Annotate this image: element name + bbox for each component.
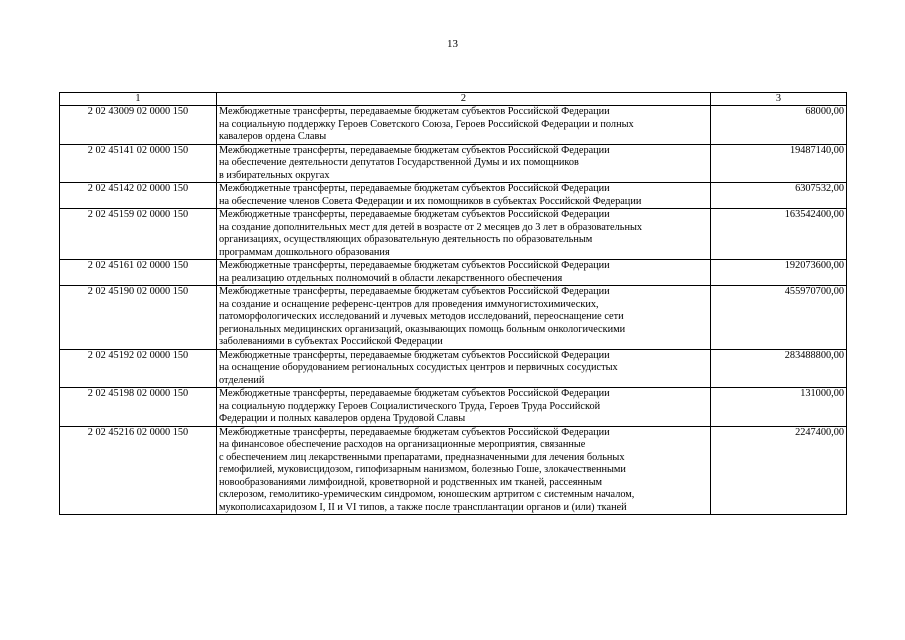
description-line: на создание и оснащение референс-центров для проведения иммуногистохимических, xyxy=(219,298,599,310)
description-line: кавалеров ордена Славы xyxy=(219,131,327,142)
amount: 19487140,00 xyxy=(711,144,847,183)
transfer-description xyxy=(217,349,711,388)
description-line: на создание дополнительных мест для детей в возрасте от 2 месяцев до 3 лет в образовательных xyxy=(219,221,643,233)
description-line: заболеваниями в субъектах Российской Федерации xyxy=(219,336,443,347)
amount: 6307532,00 xyxy=(711,183,847,209)
table-row xyxy=(60,388,847,427)
budget-code: 2 02 45161 02 0000 150 xyxy=(60,260,217,286)
table-row xyxy=(60,209,847,260)
description-line: на социальную поддержку Героев Социалистического Труда, Героев Труда Российской xyxy=(219,400,601,412)
table-row xyxy=(60,106,847,145)
description-line: Межбюджетные трансферты, передаваемые бюджетам субъектов Российской Федерации xyxy=(219,183,610,194)
description-line: с обеспечением лиц лекарственными препаратами, предназначенными для лечения больных xyxy=(219,451,625,463)
budget-code: 2 02 45159 02 0000 150 xyxy=(60,209,217,260)
description-line: новообразованиями лимфоидной, кроветворной и родственных им тканей, рассеянным xyxy=(219,476,603,488)
budget-code: 2 02 45192 02 0000 150 xyxy=(60,349,217,388)
table-row xyxy=(60,260,847,286)
description-line: склерозом, гемолитико-уремическим синдромом, юношеским артритом с системным началом, xyxy=(219,489,635,500)
page-number: 13 xyxy=(447,38,458,50)
amount: 163542400,00 xyxy=(711,209,847,260)
table-row xyxy=(60,183,847,209)
budget-code: 2 02 45216 02 0000 150 xyxy=(60,426,217,515)
budget-code: 2 02 45198 02 0000 150 xyxy=(60,388,217,427)
description-line: Межбюджетные трансферты, передаваемые бюджетам субъектов Российской Федерации xyxy=(219,388,610,399)
column-header-2: 2 xyxy=(217,93,711,106)
amount: 192073600,00 xyxy=(711,260,847,286)
budget-table xyxy=(59,92,847,515)
table-body xyxy=(60,106,847,515)
description-line: на реализацию отдельных полномочий в области лекарственного обеспечения xyxy=(219,272,563,284)
description-line: Межбюджетные трансферты, передаваемые бюджетам субъектов Российской Федерации xyxy=(219,209,610,220)
table-row xyxy=(60,349,847,388)
transfer-description xyxy=(217,106,711,145)
description-line: на финансовое обеспечение расходов на организационные мероприятия, связанные xyxy=(219,439,586,450)
column-header-1: 1 xyxy=(60,93,217,106)
description-line: Федерации и полных кавалеров ордена Трудовой Славы xyxy=(219,413,466,424)
budget-code: 2 02 45141 02 0000 150 xyxy=(60,144,217,183)
description-line: отделений xyxy=(219,374,265,386)
description-line: на обеспечение деятельности депутатов Государственной Думы и их помощников xyxy=(219,157,579,168)
description-line: Межбюджетные трансферты, передаваемые бюджетам субъектов Российской Федерации xyxy=(219,106,610,117)
amount: 283488800,00 xyxy=(711,349,847,388)
transfer-description xyxy=(217,388,711,427)
description-line: организациях, осуществляющих образовательную деятельность по образовательным xyxy=(219,234,593,245)
budget-code: 2 02 45142 02 0000 150 xyxy=(60,183,217,209)
amount: 131000,00 xyxy=(711,388,847,427)
amount: 68000,00 xyxy=(711,106,847,145)
table-header-row xyxy=(60,93,847,106)
transfer-description xyxy=(217,209,711,260)
table-row xyxy=(60,144,847,183)
table-row xyxy=(60,426,847,515)
transfer-description xyxy=(217,144,711,183)
description-line: на обеспечение членов Совета Федерации и их помощников в субъектах Российской Федерации xyxy=(219,195,642,207)
description-line: Межбюджетные трансферты, передаваемые бюджетам субъектов Российской Федерации xyxy=(219,286,610,297)
description-line: региональных медицинских организаций, оказывающих помощь больным онкологическими xyxy=(219,323,626,335)
description-line: программам дошкольного образования xyxy=(219,246,390,258)
description-line: мукополисахаридозом I, II и VI типов, а также после трансплантации органов и (или) тканей xyxy=(219,501,627,513)
description-line: гемофилией, муковисцидозом, гипофизарным нанизмом, болезнью Гоше, злокачественными xyxy=(219,464,626,475)
transfer-description xyxy=(217,260,711,286)
description-line: в избирательных округах xyxy=(219,169,330,181)
amount: 2247400,00 xyxy=(711,426,847,515)
column-header-3: 3 xyxy=(711,93,847,106)
transfer-description xyxy=(217,183,711,209)
transfer-description xyxy=(217,426,711,515)
description-line: Межбюджетные трансферты, передаваемые бюджетам субъектов Российской Федерации xyxy=(219,144,610,156)
budget-code: 2 02 43009 02 0000 150 xyxy=(60,106,217,145)
budget-code: 2 02 45190 02 0000 150 xyxy=(60,286,217,350)
description-line: на социальную поддержку Героев Советского Союза, Героев Российской Федерации и полных xyxy=(219,118,634,130)
amount: 455970700,00 xyxy=(711,286,847,350)
description-line: на оснащение оборудованием региональных сосудистых центров и первичных сосудистых xyxy=(219,362,618,373)
description-line: Межбюджетные трансферты, передаваемые бюджетам субъектов Российской Федерации xyxy=(219,426,610,438)
description-line: патоморфологических исследований и лучевых методов исследований, переоснащение сети xyxy=(219,311,624,322)
description-line: Межбюджетные трансферты, передаваемые бюджетам субъектов Российской Федерации xyxy=(219,260,610,271)
table-row xyxy=(60,286,847,350)
description-line: Межбюджетные трансферты, передаваемые бюджетам субъектов Российской Федерации xyxy=(219,349,610,361)
transfer-description xyxy=(217,286,711,350)
